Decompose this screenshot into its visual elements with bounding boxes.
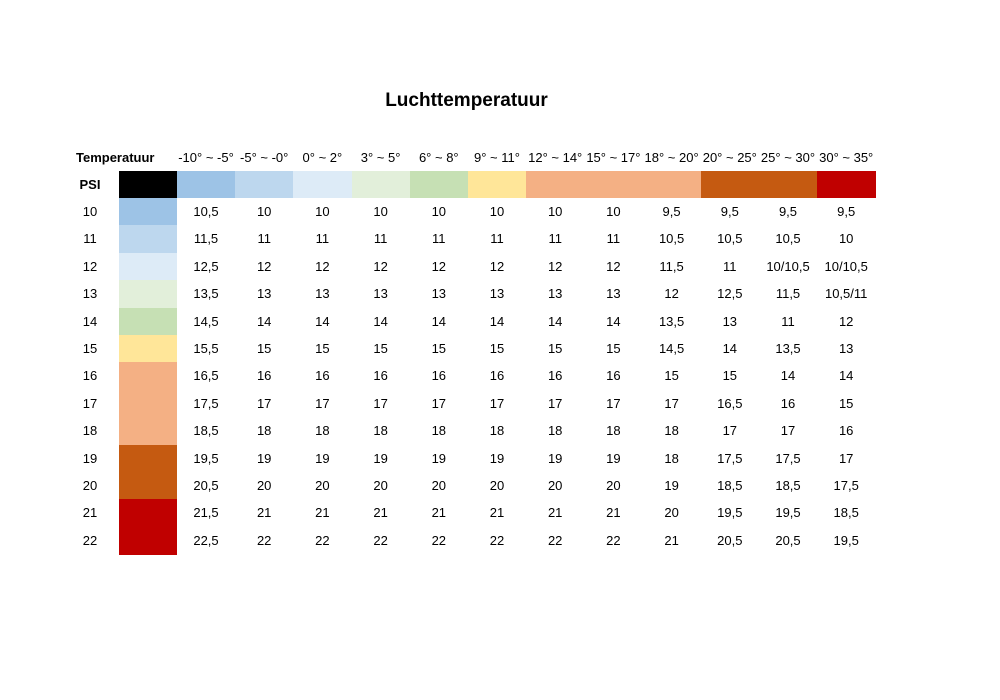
pressure-value-cell: 10	[373, 204, 388, 219]
pressure-value-cell: 11	[257, 231, 271, 247]
pressure-value-cell: 10,5/11	[824, 286, 868, 302]
psi-color-swatch	[119, 390, 177, 418]
pressure-value-cell: 17	[664, 395, 679, 411]
pressure-value-cell: 17	[547, 395, 563, 411]
pressure-value-cell: 19	[547, 450, 563, 466]
pressure-value-cell: 20	[431, 478, 447, 493]
pressure-value-cell: 10/10,5	[766, 258, 810, 274]
pressure-value-cell: 16	[780, 395, 796, 411]
pressure-value-cell: 10,5	[193, 204, 219, 219]
pressure-value-cell: 15	[664, 368, 679, 384]
pressure-value-cell: 19	[606, 450, 621, 466]
psi-color-swatch	[119, 417, 177, 445]
pressure-value-cell: 15	[838, 395, 854, 411]
pressure-value-cell: 14	[606, 313, 621, 329]
pressure-value-cell: 11	[606, 231, 621, 247]
pressure-value-cell: 10,5	[658, 231, 685, 247]
psi-color-swatch	[119, 253, 177, 281]
pressure-value-cell: 9,5	[720, 204, 739, 219]
psi-color-swatch	[119, 335, 177, 363]
pressure-value-cell: 12,5	[193, 258, 219, 274]
pressure-value-cell: 19,5	[717, 505, 743, 521]
pressure-value-cell: 18,5	[833, 505, 859, 521]
pressure-value-cell: 12	[373, 258, 388, 274]
pressure-value-cell: 18	[315, 423, 330, 439]
pressure-value-cell: 11,5	[659, 258, 684, 274]
pressure-value-cell: 17	[431, 395, 447, 411]
pressure-value-cell: 10	[431, 204, 447, 219]
pressure-value-cell: 15	[722, 368, 738, 384]
pressure-value-cell: 10	[838, 231, 854, 247]
pressure-value-cell: 14,5	[193, 313, 219, 329]
pressure-value-cell: 22	[489, 532, 505, 548]
pressure-value-cell: 13	[838, 341, 854, 356]
temperature-color-band	[526, 171, 585, 198]
temperature-range-header: 20° ~ 25°	[702, 150, 757, 165]
pressure-value-cell: 19,5	[193, 450, 219, 466]
pressure-value-cell: 20	[606, 478, 621, 493]
pressure-value-cell: 11	[490, 231, 504, 247]
psi-color-swatch	[119, 225, 177, 253]
pressure-value-cell: 18	[547, 423, 563, 439]
pressure-value-cell: 12	[606, 258, 621, 274]
pressure-value-cell: 18	[373, 423, 388, 439]
pressure-value-cell: 17	[780, 423, 796, 439]
pressure-value-cell: 15	[431, 341, 447, 356]
pressure-value-cell: 19,5	[833, 532, 859, 548]
psi-color-swatch	[119, 499, 177, 527]
psi-row-label: 16	[82, 368, 98, 384]
pressure-value-cell: 14	[315, 313, 330, 329]
pressure-value-cell: 22	[315, 532, 330, 548]
pressure-value-cell: 18	[664, 450, 679, 466]
pressure-value-cell: 21	[431, 505, 447, 521]
temperature-color-band	[177, 171, 236, 198]
pressure-value-cell: 14	[722, 341, 738, 356]
pressure-value-cell: 17,5	[193, 395, 219, 411]
temperature-color-band	[759, 171, 818, 198]
psi-header-label: PSI	[79, 177, 101, 192]
pressure-value-cell: 17	[838, 450, 854, 466]
pressure-value-cell: 15	[489, 341, 505, 356]
pressure-value-cell: 18	[606, 423, 621, 439]
pressure-value-cell: 13,5	[193, 286, 219, 302]
pressure-value-cell: 19	[431, 450, 447, 466]
pressure-value-cell: 18,5	[717, 478, 743, 493]
pressure-value-cell: 13	[256, 286, 272, 302]
temperature-color-band	[643, 171, 702, 198]
temperature-color-band	[701, 171, 760, 198]
pressure-value-cell: 13	[373, 286, 388, 302]
temperature-header-label: Temperatuur	[76, 150, 155, 165]
temperature-range-header: 15° ~ 17°	[586, 150, 641, 165]
pressure-value-cell: 20	[664, 505, 679, 521]
pressure-value-cell: 9,5	[778, 204, 798, 219]
pressure-value-cell: 15	[315, 341, 330, 356]
pressure-value-cell: 21	[489, 505, 505, 521]
pressure-value-cell: 18,5	[775, 478, 801, 493]
pressure-value-cell: 20	[547, 478, 563, 493]
pressure-value-cell: 13,5	[658, 313, 685, 329]
pressure-value-cell: 20	[315, 478, 330, 493]
pressure-value-cell: 18	[664, 423, 679, 439]
temperature-range-header: 0° ~ 2°	[302, 150, 343, 165]
pressure-value-cell: 18	[431, 423, 447, 439]
pressure-value-cell: 10	[315, 204, 330, 219]
page-title: Luchttemperatuur	[385, 90, 548, 111]
pressure-value-cell: 11,5	[193, 231, 219, 247]
temperature-color-band	[410, 171, 469, 198]
pressure-value-cell: 21	[256, 505, 272, 521]
pressure-value-cell: 10	[256, 204, 272, 219]
pressure-value-cell: 9,5	[837, 204, 856, 219]
pressure-value-cell: 14	[547, 313, 563, 329]
pressure-value-cell: 15	[373, 341, 388, 356]
pressure-value-cell: 20	[373, 478, 388, 493]
pressure-value-cell: 9,5	[662, 204, 681, 219]
psi-color-swatch	[119, 362, 177, 390]
psi-row-label: 10	[82, 204, 98, 219]
psi-color-swatch	[119, 472, 177, 500]
pressure-value-cell: 13	[315, 286, 330, 302]
pressure-value-cell: 20	[489, 478, 505, 493]
pressure-value-cell: 21	[606, 505, 621, 521]
psi-row-label: 22	[82, 532, 98, 548]
temperature-range-header: 25° ~ 30°	[760, 150, 816, 165]
pressure-value-cell: 14,5	[658, 341, 685, 356]
psi-color-swatch	[119, 280, 177, 308]
pressure-value-cell: 14	[838, 368, 854, 384]
temperature-range-header: 12° ~ 14°	[528, 150, 583, 165]
psi-legend-swatch	[119, 171, 177, 198]
temperature-range-header: -10° ~ -5°	[178, 150, 234, 165]
pressure-value-cell: 13	[722, 313, 738, 329]
pressure-value-cell: 16,5	[193, 368, 219, 384]
temperature-color-band	[468, 171, 527, 198]
pressure-value-cell: 17,5	[833, 478, 859, 493]
pressure-value-cell: 11	[315, 231, 330, 247]
pressure-value-cell: 17	[489, 395, 505, 411]
temperature-color-band	[817, 171, 876, 198]
pressure-value-cell: 14	[373, 313, 388, 329]
temperature-range-header: 9° ~ 11°	[474, 150, 520, 165]
pressure-value-cell: 11,5	[775, 286, 801, 302]
pressure-value-cell: 11	[548, 231, 562, 247]
psi-color-swatch	[119, 198, 177, 226]
pressure-value-cell: 14	[256, 313, 272, 329]
pressure-value-cell: 15	[547, 341, 563, 356]
pressure-value-cell: 10,5	[717, 231, 743, 247]
pressure-value-cell: 16	[373, 368, 388, 384]
psi-row-label: 15	[82, 341, 98, 356]
pressure-value-cell: 11	[373, 231, 388, 247]
pressure-value-cell: 17	[373, 395, 388, 411]
psi-color-swatch	[119, 445, 177, 473]
temperature-color-band	[235, 171, 294, 198]
pressure-value-cell: 19	[489, 450, 505, 466]
pressure-value-cell: 12	[664, 286, 679, 302]
temperature-range-header: 30° ~ 35°	[819, 150, 874, 165]
pressure-value-cell: 21	[664, 532, 679, 548]
pressure-value-cell: 12,5	[717, 286, 743, 302]
psi-row-label: 20	[82, 478, 98, 493]
pressure-value-cell: 18	[489, 423, 505, 439]
pressure-value-cell: 10/10,5	[824, 258, 868, 274]
psi-color-swatch	[119, 527, 177, 555]
pressure-value-cell: 20,5	[775, 532, 801, 548]
pressure-value-cell: 12	[838, 313, 854, 329]
pressure-value-cell: 21	[315, 505, 330, 521]
pressure-value-cell: 20	[256, 478, 272, 493]
temperature-range-header: 6° ~ 8°	[418, 150, 459, 165]
pressure-value-cell: 17,5	[775, 450, 801, 466]
pressure-value-cell: 12	[489, 258, 505, 274]
pressure-value-cell: 16	[547, 368, 563, 384]
temperature-range-header: 18° ~ 20°	[644, 150, 699, 165]
pressure-value-cell: 19	[315, 450, 330, 466]
psi-row-label: 19	[82, 450, 98, 466]
pressure-value-cell: 22	[256, 532, 272, 548]
pressure-value-cell: 11	[781, 313, 795, 329]
psi-row-label: 21	[82, 505, 98, 521]
pressure-value-cell: 16	[431, 368, 447, 384]
temperature-range-header: 3° ~ 5°	[360, 150, 401, 165]
pressure-value-cell: 14	[431, 313, 447, 329]
temperature-color-band	[352, 171, 411, 198]
pressure-value-cell: 15,5	[193, 341, 219, 356]
temperature-color-band	[584, 171, 643, 198]
pressure-value-cell: 12	[431, 258, 447, 274]
pressure-value-cell: 19	[256, 450, 272, 466]
temperature-range-header: -5° ~ -0°	[240, 150, 289, 165]
pressure-value-cell: 15	[256, 341, 272, 356]
pressure-value-cell: 10	[606, 204, 621, 219]
psi-row-label: 11	[83, 231, 97, 247]
pressure-value-cell: 22	[606, 532, 621, 548]
pressure-value-cell: 16	[489, 368, 505, 384]
pressure-value-cell: 16	[256, 368, 272, 384]
pressure-value-cell: 12	[256, 258, 272, 274]
pressure-value-cell: 22	[373, 532, 388, 548]
pressure-value-cell: 12	[547, 258, 563, 274]
pressure-value-cell: 19	[373, 450, 388, 466]
temperature-color-band	[293, 171, 352, 198]
psi-row-label: 13	[82, 286, 98, 302]
pressure-value-cell: 21,5	[193, 505, 219, 521]
pressure-value-cell: 13,5	[775, 341, 801, 356]
pressure-value-cell: 17	[256, 395, 272, 411]
psi-color-swatch	[119, 308, 177, 336]
psi-row-label: 14	[82, 313, 98, 329]
pressure-value-cell: 10,5	[775, 231, 801, 247]
pressure-value-cell: 18,5	[193, 423, 219, 439]
psi-row-label: 18	[82, 423, 98, 439]
pressure-value-cell: 11	[432, 231, 446, 247]
pressure-value-cell: 22,5	[193, 532, 219, 548]
psi-row-label: 17	[82, 395, 98, 411]
pressure-value-cell: 10	[489, 204, 505, 219]
pressure-value-cell: 20,5	[193, 478, 219, 493]
pressure-value-cell: 15	[606, 341, 621, 356]
pressure-value-cell: 20,5	[717, 532, 743, 548]
pressure-value-cell: 22	[547, 532, 563, 548]
pressure-value-cell: 17	[606, 395, 621, 411]
pressure-value-cell: 14	[780, 368, 796, 384]
pressure-value-cell: 10	[547, 204, 563, 219]
pressure-value-cell: 17	[722, 423, 738, 439]
pressure-value-cell: 19	[664, 478, 679, 493]
pressure-value-cell: 19,5	[775, 505, 801, 521]
pressure-value-cell: 17,5	[717, 450, 743, 466]
pressure-value-cell: 12	[315, 258, 330, 274]
pressure-value-cell: 16	[606, 368, 621, 384]
pressure-value-cell: 21	[547, 505, 563, 521]
pressure-value-cell: 13	[489, 286, 505, 302]
pressure-value-cell: 14	[489, 313, 505, 329]
pressure-value-cell: 16,5	[717, 395, 743, 411]
pressure-value-cell: 16	[838, 423, 854, 439]
pressure-value-cell: 18	[256, 423, 272, 439]
psi-row-label: 12	[82, 258, 98, 274]
pressure-value-cell: 11	[723, 258, 737, 274]
pressure-value-cell: 21	[373, 505, 388, 521]
pressure-value-cell: 13	[547, 286, 563, 302]
pressure-value-cell: 13	[606, 286, 621, 302]
pressure-value-cell: 22	[431, 532, 447, 548]
pressure-value-cell: 13	[431, 286, 447, 302]
pressure-value-cell: 16	[315, 368, 330, 384]
pressure-value-cell: 17	[315, 395, 330, 411]
